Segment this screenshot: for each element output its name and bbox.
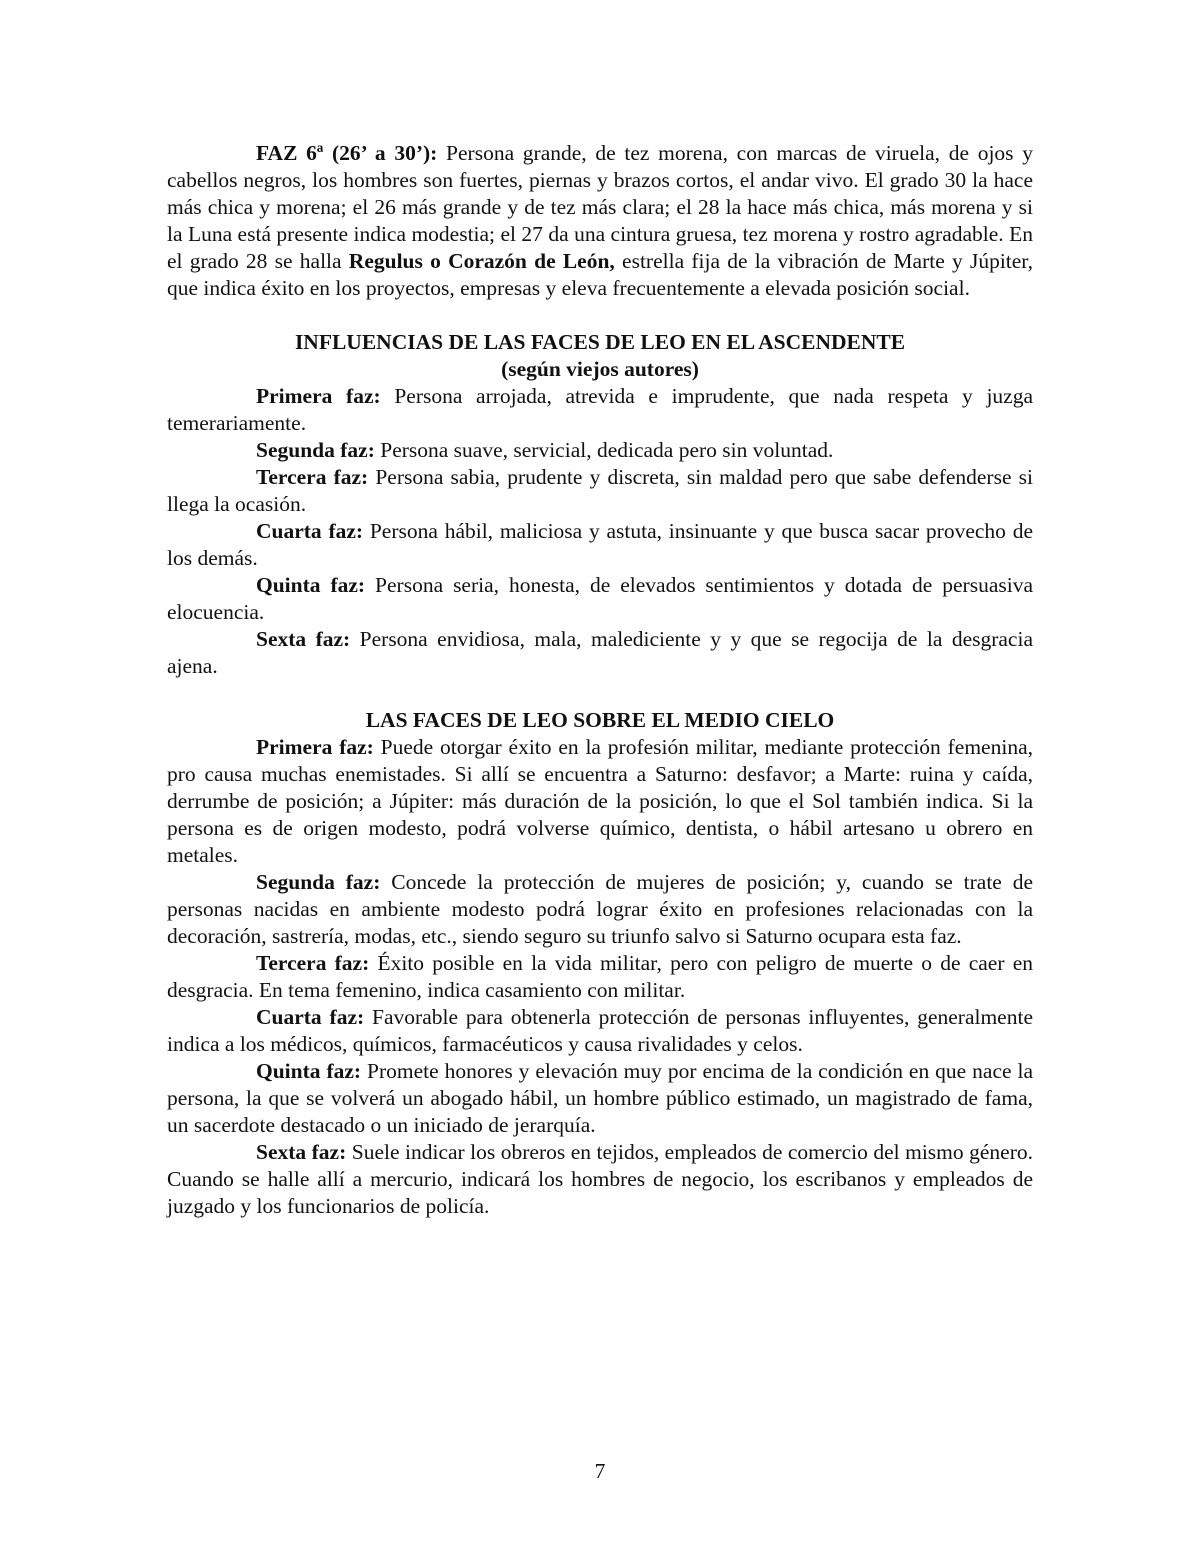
medio-cielo-segunda-faz <box>167 869 1033 950</box>
page-content <box>167 140 1033 1220</box>
regulus-star-name: Regulus o Corazón de León, <box>348 249 615 273</box>
ascendente-sexta-faz <box>167 626 1033 680</box>
ascendente-quinta-faz <box>167 572 1033 626</box>
faz-text: Éxito posible en la vida militar, pero con peligro de muerte o de caer en desgracia. En tema femenino, indica casamiento con militar. <box>167 951 1033 1002</box>
medio-cielo-tercera-faz <box>167 950 1033 1004</box>
medio-cielo-heading: LAS FACES DE LEO SOBRE EL MEDIO CIELO <box>365 708 835 732</box>
faz-label: Segunda faz: <box>256 438 375 462</box>
faz-text: Persona suave, servicial, dedicada pero sin voluntad. <box>374 438 834 462</box>
medio-cielo-primera-faz <box>167 734 1033 869</box>
faz-text: Suele indicar los obreros en tejidos, empleados de comercio del mismo género. Cuando se halle allí a mercurio, indicará los hombres de negocio, los escribanos y empleados de juzgado y los funcionarios de policía. <box>167 1140 1033 1218</box>
medio-cielo-cuarta-faz <box>167 1004 1033 1058</box>
faz-label: Sexta faz: <box>256 627 351 651</box>
ascendente-cuarta-faz <box>167 518 1033 572</box>
faz6-text-2: estrella fija de la vibración de Marte y Júpiter, que indica éxito en los proyectos, empresas y eleva frecuentemente a elevada posición social. <box>167 249 1033 300</box>
ascendente-primera-faz <box>167 383 1033 437</box>
faz-label: Tercera faz: <box>256 465 369 489</box>
faz-label: Tercera faz: <box>256 951 370 975</box>
faz-label: Cuarta faz: <box>256 519 364 543</box>
medio-cielo-quinta-faz <box>167 1058 1033 1139</box>
page-number: 7 <box>594 1459 606 1483</box>
faz-label: Cuarta faz: <box>256 1005 365 1029</box>
ascendente-subheading: (según viejos autores) <box>501 357 699 381</box>
faz-label: Primera faz: <box>256 384 381 408</box>
faz6-paragraph <box>167 140 1033 302</box>
faz-text: Concede la protección de mujeres de posición; y, cuando se trate de personas nacidas en ambiente modesto podrá lograr éxito en profesiones relacionadas con la decoración, sastrería, modas, etc., siendo seguro su triunfo salvo si Saturno ocupara esta faz. <box>167 870 1033 948</box>
faz-label: Quinta faz: <box>256 573 366 597</box>
faz-text: Persona arrojada, atrevida e imprudente, que nada respeta y juzga temerariamente. <box>167 384 1033 435</box>
faz-text: Persona sabia, prudente y discreta, sin maldad pero que sabe defenderse si llega la ocasión. <box>167 465 1033 516</box>
section-spacer <box>167 680 1033 707</box>
faz-label: Sexta faz: <box>256 1140 347 1164</box>
section-spacer <box>167 302 1033 329</box>
faz-label: Segunda faz: <box>256 870 381 894</box>
ascendente-segunda-faz <box>167 437 1033 464</box>
faz-text: Promete honores y elevación muy por encima de la condición en que nace la persona, la que se volverá un abogado hábil, un hombre público estimado, un magistrado de fama, un sacerdote destacado o un iniciado de jerarquía. <box>167 1059 1033 1137</box>
faz-label: Quinta faz: <box>256 1059 362 1083</box>
faz-text: Puede otorgar éxito en la profesión militar, mediante protección femenina, pro causa muchas enemistades. Si allí se encuentra a Saturno: desfavor; a Marte: ruina y caída, derrumbe de posición; a Júpiter: más duración de la posición, lo que el Sol también indica. Si la persona es de origen modesto, podrá volverse químico, dentista, o hábil artesano u obrero en metales. <box>167 735 1033 867</box>
ascendente-heading: INFLUENCIAS DE LAS FACES DE LEO EN EL ASCENDENTE <box>294 330 906 354</box>
faz-text: Persona seria, honesta, de elevados sentimientos y dotada de persuasiva elocuencia. <box>167 573 1033 624</box>
faz-text: Persona hábil, maliciosa y astuta, insinuante y que busca sacar provecho de los demás. <box>167 519 1033 570</box>
faz-label: Primera faz: <box>256 735 374 759</box>
ascendente-tercera-faz <box>167 464 1033 518</box>
faz6-text-1: Persona grande, de tez morena, con marcas de viruela, de ojos y cabellos negros, los hombres son fuertes, piernas y brazos cortos, el andar vivo. El grado 30 la hace más chica y morena; el 26 más grande y de tez más clara; el 28 la hace más chica, más morena y si la Luna está presente indica modestia; el 27 da una cintura gruesa, tez morena y rostro agradable. En el grado 28 se halla <box>167 141 1033 273</box>
faz6-label: FAZ 6ª (26’ a 30’): <box>256 141 438 165</box>
medio-cielo-sexta-faz <box>167 1139 1033 1220</box>
faz-text: Persona envidiosa, mala, malediciente y y que se regocija de la desgracia ajena. <box>167 627 1033 678</box>
faz-text: Favorable para obtenerla protección de personas influyentes, generalmente indica a los médicos, químicos, farmacéuticos y causa rivalidades y celos. <box>167 1005 1033 1056</box>
